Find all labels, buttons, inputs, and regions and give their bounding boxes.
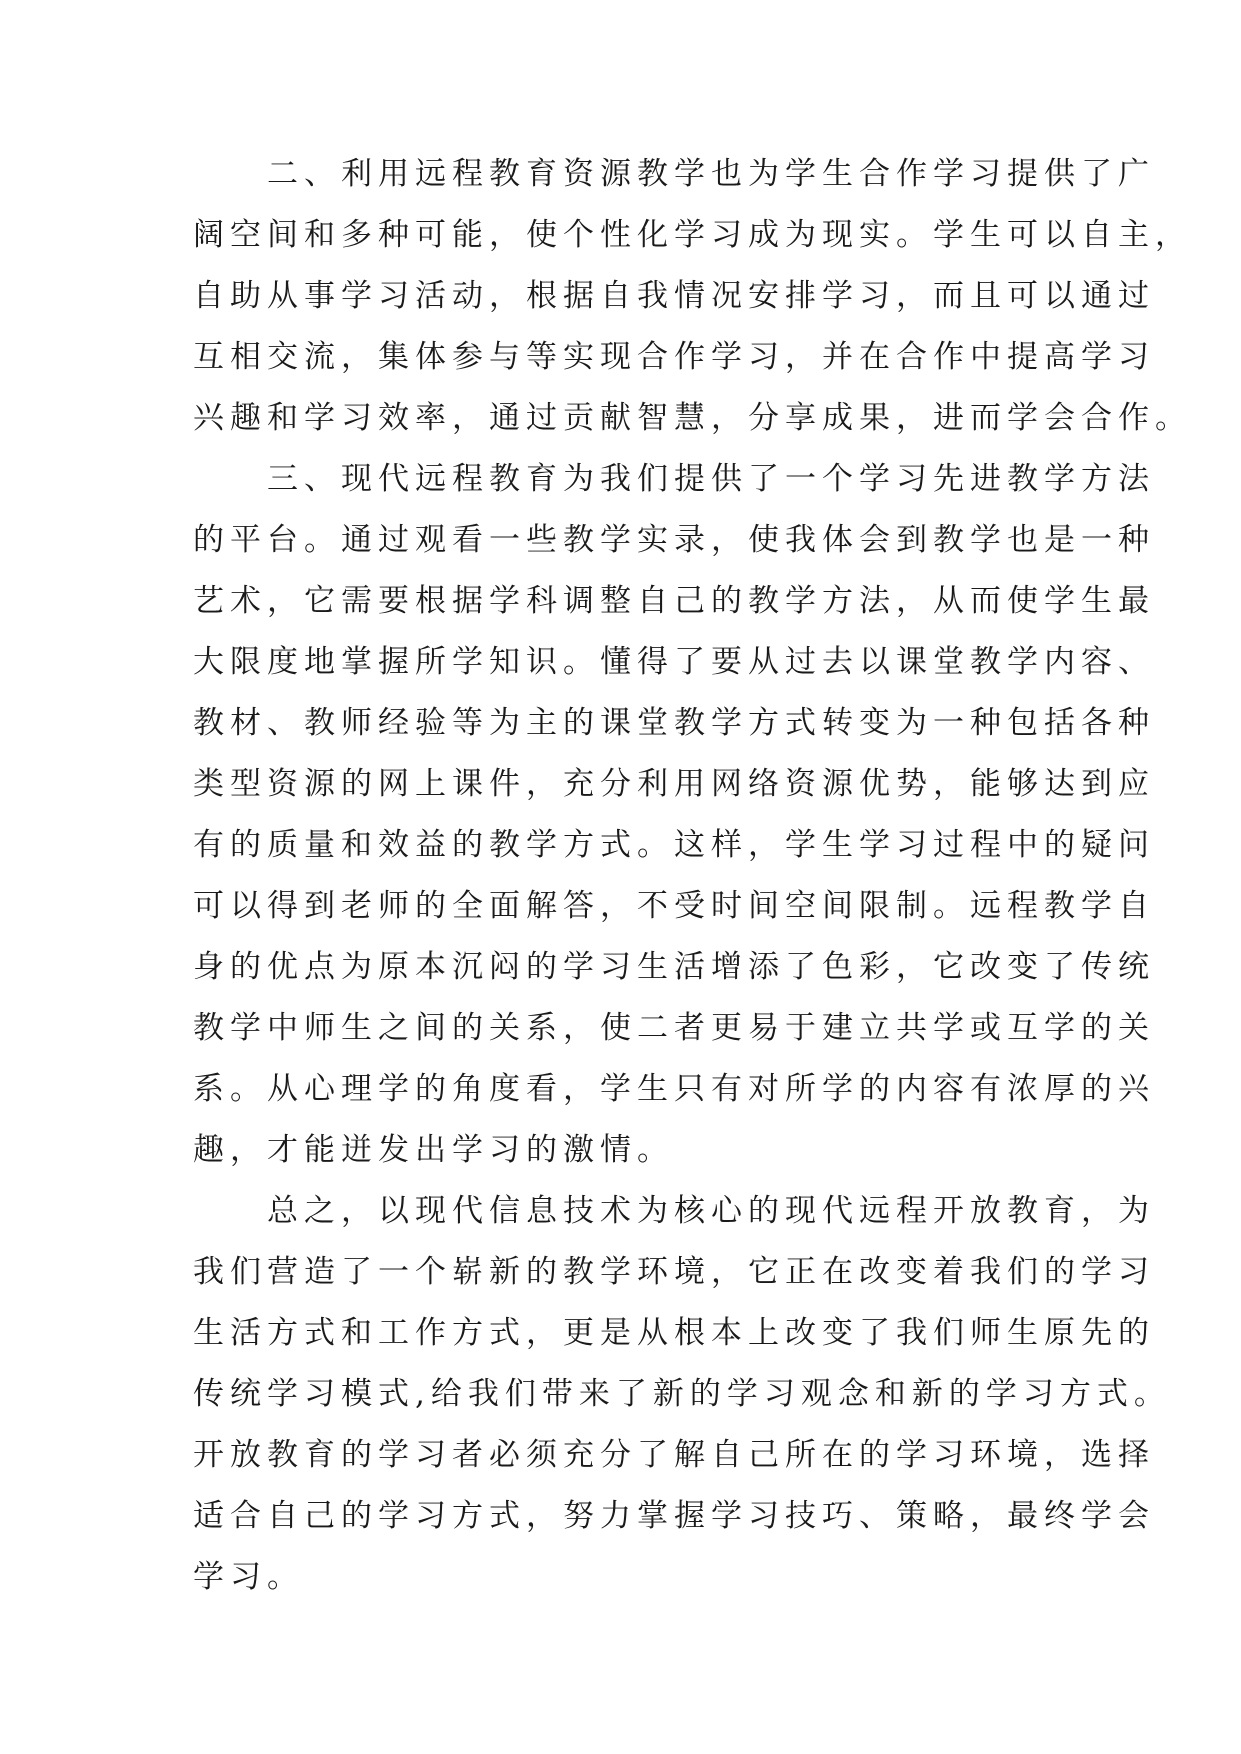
text-line: 生活方式和工作方式，更是从根本上改变了我们师生原先的 xyxy=(193,1315,1155,1351)
text-line: 身的优点为原本沉闷的学习生活增添了色彩，它改变了传统 xyxy=(193,949,1155,985)
text-line: 系。从心理学的角度看，学生只有对所学的内容有浓厚的兴 xyxy=(193,1071,1155,1107)
document-body xyxy=(193,154,1192,1618)
text-line: 教学中师生之间的关系，使二者更易于建立共学或互学的关 xyxy=(193,1010,1155,1046)
text-line: 适合自己的学习方式，努力掌握学习技巧、策略，最终学会 xyxy=(193,1498,1155,1534)
text-line: 兴趣和学习效率，通过贡献智慧，分享成果，进而学会合作。 xyxy=(193,400,1192,436)
text-line: 有的质量和效益的教学方式。这样，学生学习过程中的疑问 xyxy=(193,827,1155,863)
text-line: 学习。 xyxy=(193,1559,304,1595)
paragraph-conclusion xyxy=(193,1191,1171,1618)
text-line: 教材、教师经验等为主的课堂教学方式转变为一种包括各种 xyxy=(193,705,1155,741)
paragraph-remote-cooperative-learning xyxy=(193,154,1192,459)
text-line: 开放教育的学习者必须充分了解自己所在的学习环境，选择 xyxy=(193,1437,1155,1473)
text-line: 类型资源的网上课件，充分利用网络资源优势，能够达到应 xyxy=(193,766,1155,802)
text-line: 互相交流，集体参与等实现合作学习，并在合作中提高学习 xyxy=(193,339,1155,375)
text-line: 我们营造了一个崭新的教学环境，它正在改变着我们的学习 xyxy=(193,1254,1155,1290)
text-line: 二、利用远程教育资源教学也为学生合作学习提供了广 xyxy=(267,156,1155,192)
text-line: 自助从事学习活动，根据自我情况安排学习，而且可以通过 xyxy=(193,278,1155,314)
text-line: 可以得到老师的全面解答，不受时间空间限制。远程教学自 xyxy=(193,888,1155,924)
text-line: 三、现代远程教育为我们提供了一个学习先进教学方法 xyxy=(267,461,1155,497)
text-line: 趣，才能迸发出学习的激情。 xyxy=(193,1132,674,1168)
paragraph-teaching-methods-platform xyxy=(193,459,1155,1191)
text-line: 艺术，它需要根据学科调整自己的教学方法，从而使学生最 xyxy=(193,583,1155,619)
text-line: 总之，以现代信息技术为核心的现代远程开放教育，为 xyxy=(267,1193,1155,1229)
text-line: 的平台。通过观看一些教学实录，使我体会到教学也是一种 xyxy=(193,522,1155,558)
text-line: 传统学习模式,给我们带来了新的学习观念和新的学习方式。 xyxy=(193,1376,1171,1412)
text-line: 阔空间和多种可能，使个性化学习成为现实。学生可以自主， xyxy=(193,217,1192,253)
text-line: 大限度地掌握所学知识。懂得了要从过去以课堂教学内容、 xyxy=(193,644,1155,680)
